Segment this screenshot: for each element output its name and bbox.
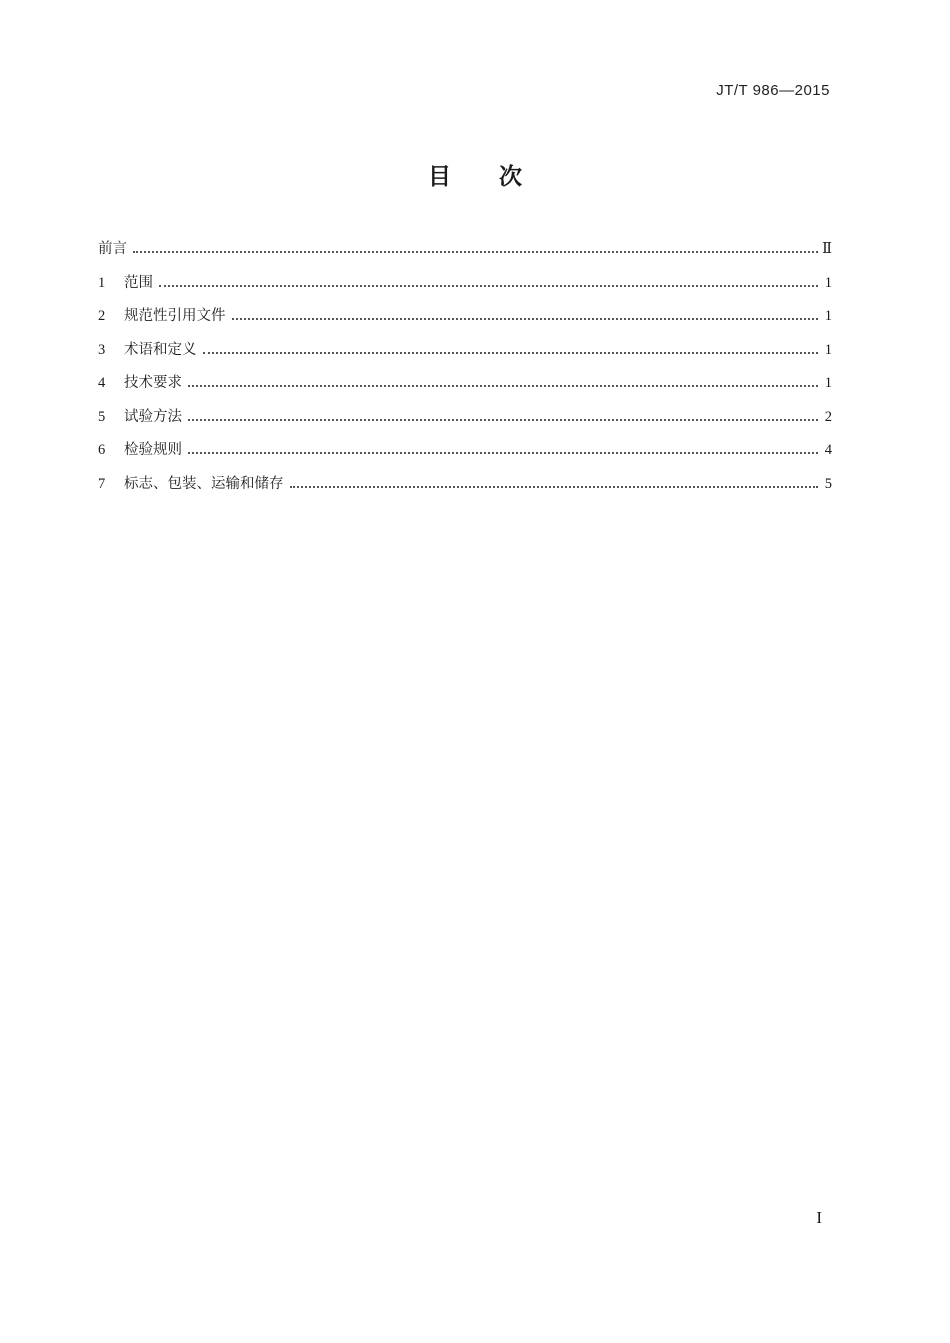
toc-leader-dots — [159, 285, 818, 287]
toc-entry-number: 1 — [98, 274, 106, 291]
toc-entry-label: 术语和定义 — [124, 341, 197, 358]
toc-entry-page: 5 — [824, 475, 832, 492]
table-of-contents — [98, 237, 832, 505]
toc-entry-7[interactable] — [98, 472, 832, 506]
toc-entry-label: 检验规则 — [124, 442, 182, 458]
toc-entry-number: 5 — [98, 408, 106, 425]
toc-entry-number: 6 — [98, 442, 106, 458]
toc-entry-6[interactable] — [98, 438, 832, 472]
toc-entry-label: 技术要求 — [124, 375, 182, 391]
toc-title-char-2: 次 — [499, 164, 522, 190]
toc-entry-page: 4 — [824, 442, 832, 458]
toc-leader-dots — [203, 352, 819, 354]
toc-entry-page: 1 — [824, 274, 832, 291]
toc-entry-page: 2 — [824, 408, 832, 425]
toc-leader-dots — [188, 419, 818, 421]
toc-entry-2[interactable] — [98, 304, 832, 338]
toc-leader-dots — [133, 251, 818, 253]
toc-entry-label: 规范性引用文件 — [124, 308, 226, 324]
toc-entry-label: 前言 — [98, 241, 127, 257]
page-number: I — [816, 1208, 822, 1227]
toc-leader-dots — [188, 385, 818, 387]
toc-entry-5[interactable] — [98, 405, 832, 439]
toc-entry-label: 标志、包装、运输和储存 — [124, 475, 284, 492]
toc-entry-label: 范围 — [124, 274, 153, 291]
toc-leader-dots — [290, 486, 819, 488]
toc-entry-page: Ⅱ — [822, 241, 832, 257]
toc-leader-dots — [232, 318, 819, 320]
toc-entry-4[interactable] — [98, 371, 832, 405]
toc-entry-1[interactable] — [98, 271, 832, 305]
toc-entry-page: 1 — [824, 341, 832, 358]
toc-entry-label: 试验方法 — [124, 408, 182, 425]
toc-title — [0, 158, 950, 191]
toc-entry-page: 1 — [824, 375, 832, 391]
toc-leader-dots — [188, 452, 818, 454]
toc-entry-3[interactable] — [98, 338, 832, 372]
toc-entry-number: 2 — [98, 308, 106, 324]
toc-entry-number: 3 — [98, 341, 106, 358]
toc-title-char-1: 目 — [428, 164, 451, 190]
standard-code: JT/T 986—2015 — [716, 82, 830, 99]
toc-entry-page: 1 — [824, 308, 832, 324]
toc-entry-foreword[interactable] — [98, 237, 832, 271]
toc-entry-number: 4 — [98, 375, 106, 391]
toc-entry-number: 7 — [98, 475, 106, 492]
